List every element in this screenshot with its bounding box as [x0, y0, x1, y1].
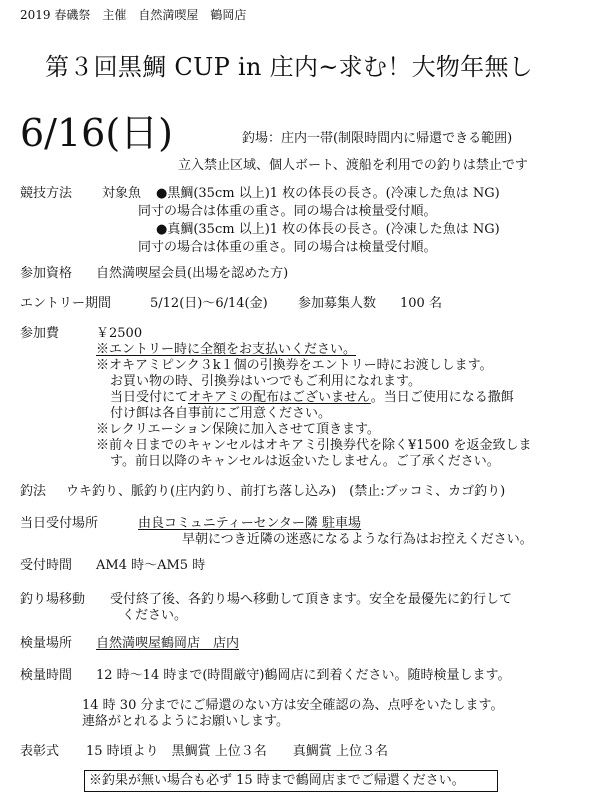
weigh-place-value: 自然満喫屋鶴岡店 店内	[96, 636, 240, 651]
fee-note-4: ※前々日までのキャンセルはオキアミ引換券代を除く¥1500 を返金致しま	[96, 438, 532, 453]
fee-amount: ￥2500	[96, 326, 143, 341]
capacity-label: 参加募集人数	[298, 296, 377, 311]
sponsor-line: 2019 春磯祭 主催 自然満喫屋 鶴岡店	[20, 8, 247, 22]
move-value: 受付終了後、各釣り場へ移動して頂きます。安全を最優先に釣行して	[110, 592, 512, 607]
fee-note-2b: お買い物の時、引換券はいつでもご利用になれます。	[110, 374, 421, 389]
entry-period: 5/12(日)〜6/14(金)	[150, 296, 268, 311]
fee-note-2c-pre: 当日受付にて	[110, 390, 189, 405]
event-date: 6/16(日)	[20, 111, 173, 155]
award-value: 15 時頃より 黒鯛賞 上位３名 真鯛賞 上位３名	[86, 744, 388, 759]
footer-note-box	[84, 770, 498, 792]
fee-note-3: ※レクリエーション保険に加入させて頂きます。	[96, 422, 380, 437]
fee-note-2c-post: 。当日ご使用になる撒餌	[370, 390, 514, 405]
entry-label: エントリー期間	[20, 296, 112, 311]
eligibility-value: 自然満喫屋会員(出場を認めた方)	[96, 266, 289, 281]
award-label: 表彰式	[20, 744, 60, 759]
venue-text: 釣場：庄内一帯(制限時間内に帰還できる範囲)	[242, 131, 513, 146]
rule-line-4: 同寸の場合は体重の重さ。同の場合は検量受付順。	[138, 240, 437, 255]
fee-note-2d: 付け餌は各自事前にご用意ください。	[110, 406, 332, 421]
fee-label: 参加費	[20, 326, 60, 341]
eligibility-label: 参加資格	[20, 266, 73, 281]
target-label: 対象魚	[102, 186, 142, 201]
method-value: ウキ釣り、脈釣り(庄内釣り、前打ち落し込み) (禁止:ブッコミ、カゴ釣り)	[66, 484, 506, 499]
weigh-time-label: 検量時間	[20, 668, 73, 683]
move-value-2: ください。	[122, 608, 188, 623]
rule-line-1: ●黒鯛(35cm 以上)1 枚の体長の長さ。(冷凍した魚は NG)	[156, 186, 500, 201]
reception-label: 当日受付場所	[20, 516, 99, 531]
fee-note-2c	[110, 390, 514, 406]
weigh-place-label: 検量場所	[20, 636, 73, 651]
rules-label: 競技方法	[20, 186, 73, 201]
reception-value: 由良コミュニティーセンター隣 駐車場	[138, 516, 362, 531]
weigh-time-value: 12 時〜14 時まで(時間厳守)鶴岡店に到着ください。随時検量します。	[96, 668, 511, 683]
capacity-value: 100 名	[400, 296, 442, 311]
fee-note-4b: す。前日以降のキャンセルは返金いたしません。ご了承ください。	[110, 454, 500, 469]
reception-time-value: AM4 時〜AM5 時	[96, 558, 206, 573]
move-label: 釣り場移動	[20, 592, 86, 607]
reception-time-label: 受付時間	[20, 558, 73, 573]
fee-note-1: ※エントリー時に全額をお支払いください。	[96, 342, 357, 357]
footer-note: ※釣果が無い場合も必ず 15 時まで鶴岡店までご帰還ください。	[89, 773, 465, 788]
rule-line-3: ●真鯛(35cm 以上)1 枚の体長の長さ。(冷凍した魚は NG)	[156, 222, 500, 237]
method-label: 釣法	[20, 484, 47, 499]
venue-note: 立入禁止区域、個人ボート、渡船を利用での釣りは禁止です	[178, 158, 528, 173]
reception-note: 早朝につき近隣の迷惑になるような行為はお控えください。	[182, 532, 533, 547]
weigh-note-2: 連絡がとれるようにお願いします。	[82, 714, 289, 729]
fee-note-2: ※オキアミピンク３k１個の引換券をエントリー時にお渡しします。	[96, 358, 493, 373]
fee-note-2c-underline: オキアミの配布はございません	[188, 390, 371, 405]
weigh-note-1: 14 時 30 分までにご帰還のない方は安全確認の為、点呼をいたします。	[82, 698, 504, 713]
rule-line-2: 同寸の場合は体重の重さ。同の場合は検量受付順。	[138, 204, 437, 219]
page-title: 第３回黒鯛 CUP in 庄内~求む！大物年無し	[45, 53, 534, 81]
